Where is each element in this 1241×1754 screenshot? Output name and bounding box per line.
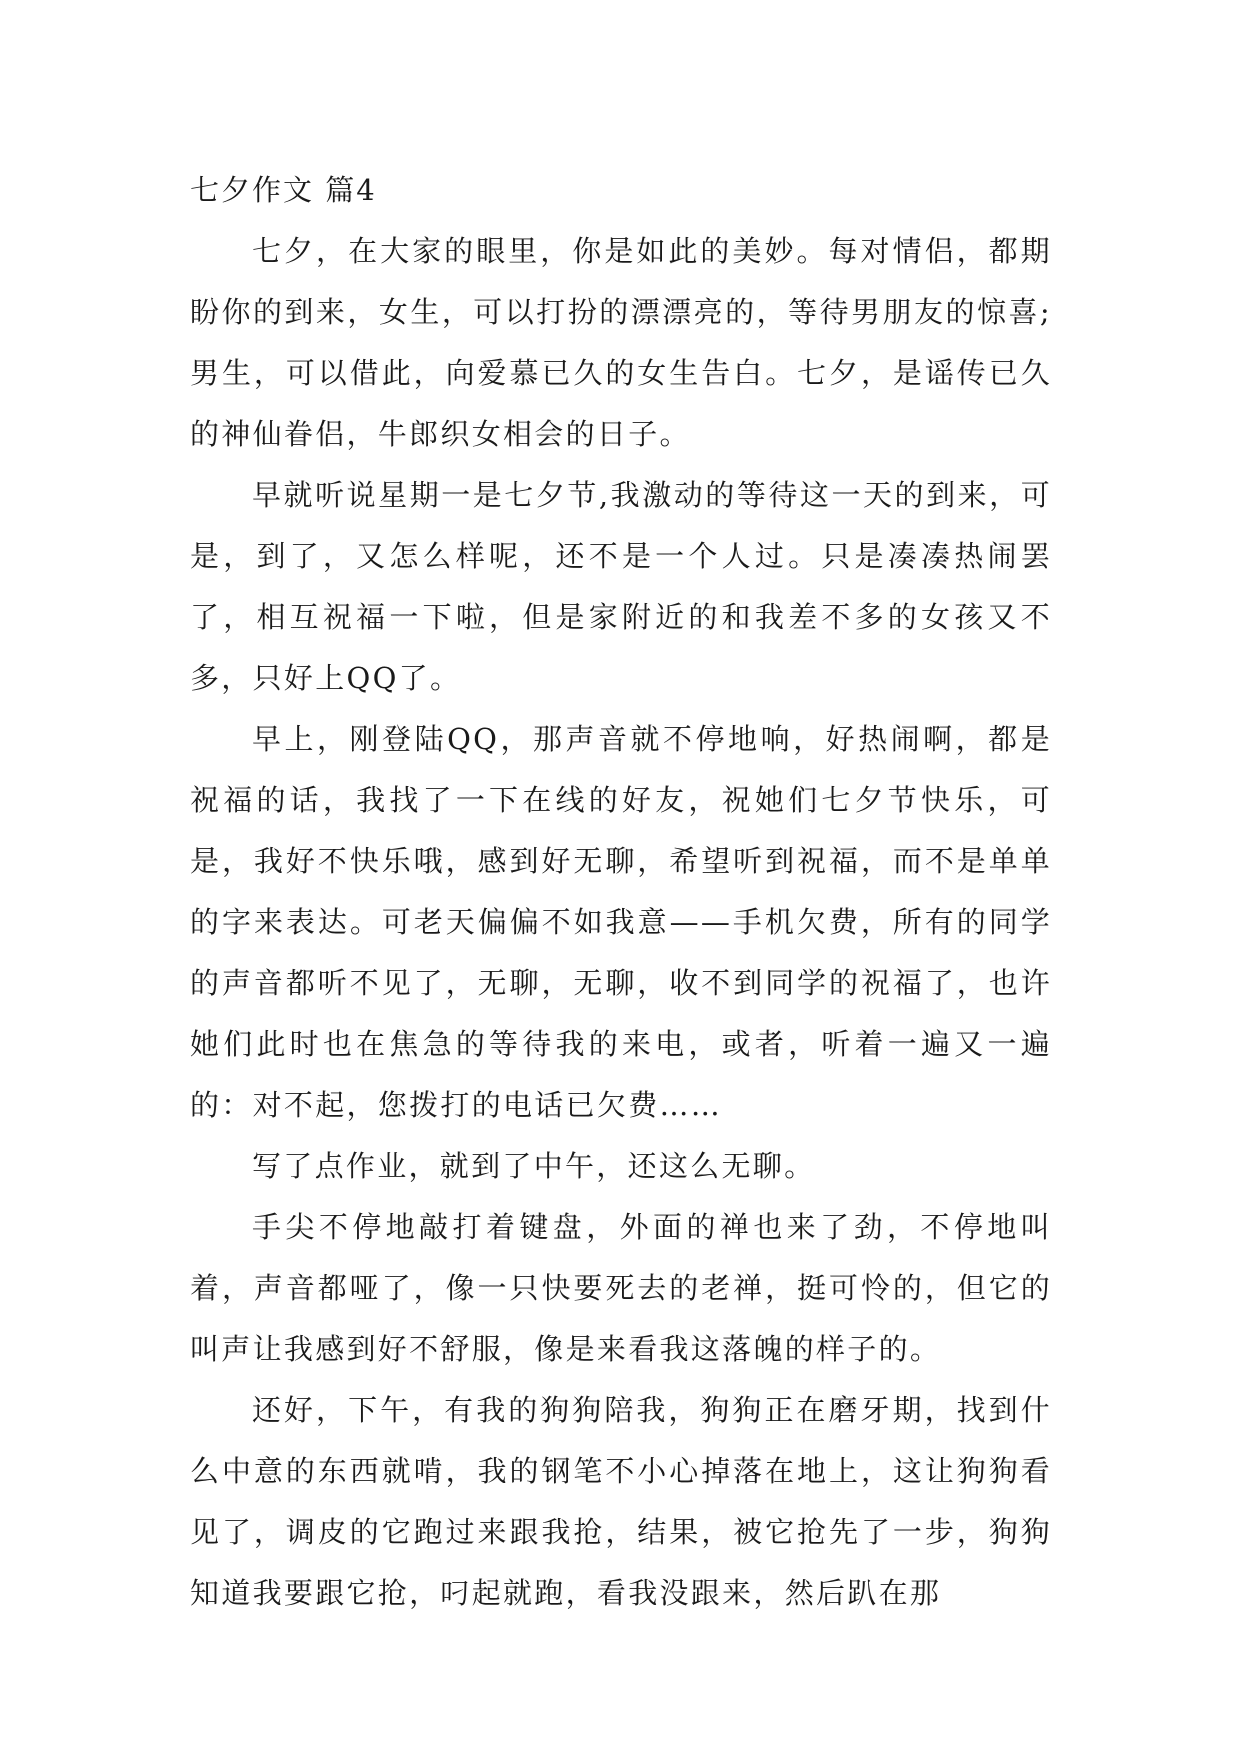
paragraph-3: 早上，刚登陆QQ，那声音就不停地响，好热闹啊，都是祝福的话，我找了一下在线的好友，祝她们七夕节快乐，可是，我好不快乐哦，感到好无聊，希望听到祝福，而不是单单的字来表达。可老天偏偏不如我意——手机欠费，所有的同学的声音都听不见了，无聊，无聊，收不到同学的祝福了，也许她们此时也在焦急的等待我的来电，或者，听着一遍又一遍的：对不起，您拨打的电话已欠费…… (190, 722, 1052, 1122)
essay-title: 七夕作文 篇4 (190, 173, 377, 207)
paragraph-5: 手尖不停地敲打着键盘，外面的禅也来了劲，不停地叫着，声音都哑了，像一只快要死去的老禅，挺可怜的，但它的叫声让我感到好不舒服，像是来看我这落魄的样子的。 (190, 1210, 1052, 1366)
paragraph-2: 早就听说星期一是七夕节,我激动的等待这一天的到来，可是，到了，又怎么样呢，还不是一个人过。只是凑凑热闹罢了，相互祝福一下啦，但是家附近的和我差不多的女孩又不多，只好上QQ了。 (190, 478, 1052, 695)
document-body (190, 160, 1052, 1624)
paragraph-4: 写了点作业，就到了中午，还这么无聊。 (252, 1149, 816, 1183)
paragraph-6: 还好，下午，有我的狗狗陪我，狗狗正在磨牙期，找到什么中意的东西就啃，我的钢笔不小心掉落在地上，这让狗狗看见了，调皮的它跑过来跟我抢，结果，被它抢先了一步，狗狗知道我要跟它抢，叼起就跑，看我没跟来，然后趴在那 (190, 1393, 1052, 1610)
paragraph-1: 七夕，在大家的眼里，你是如此的美妙。每对情侣，都期盼你的到来，女生，可以打扮的漂漂亮的，等待男朋友的惊喜;男生，可以借此，向爱慕已久的女生告白。七夕，是谣传已久的神仙眷侣，牛郎织女相会的日子。 (190, 234, 1052, 451)
